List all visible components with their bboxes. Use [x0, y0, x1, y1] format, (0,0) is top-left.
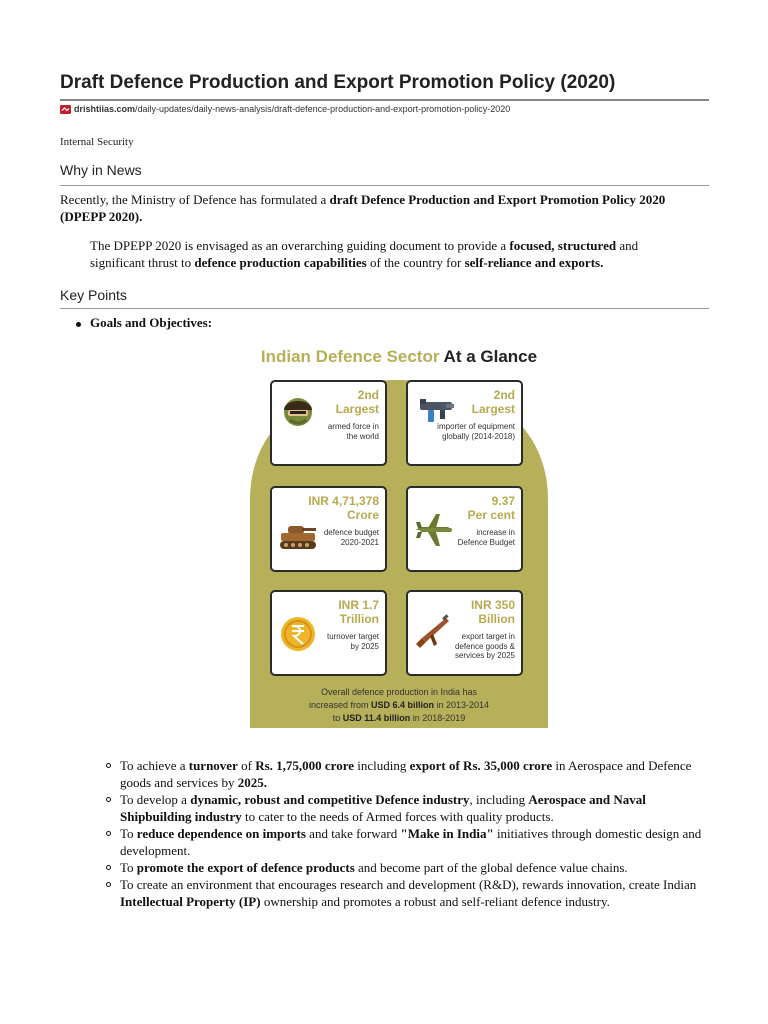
infographic-title-highlight: Indian Defence Sector	[260, 347, 440, 366]
objectives-list	[104, 757, 704, 910]
why-in-news-divider	[60, 185, 709, 186]
goals-list-item	[76, 315, 212, 331]
circle-bullet-icon	[106, 865, 111, 870]
circle-bullet-icon	[106, 763, 111, 768]
source-link[interactable]	[60, 104, 510, 114]
source-path: /daily-updates/daily-news-analysis/draft-defence-production-and-export-promotion-policy-2020	[135, 104, 511, 114]
source-domain: drishtiias.com	[74, 104, 136, 114]
dpepp-description-paragraph	[90, 237, 680, 271]
bold-run: defence production capabilities	[194, 255, 367, 270]
stat-caption: defence budget 2020-2021	[323, 528, 379, 547]
bold-run: draft Defence Production and Export Promotion Policy 2020 (DPEPP 2020).	[60, 192, 666, 224]
stat-card-turnover	[270, 590, 387, 676]
objective-item: To achieve a turnover of Rs. 1,75,000 crore including export of Rs. 35,000 crore in Aerospace and Defence goods and services by 2025.	[104, 757, 704, 791]
text-run: The DPEPP 2020 is envisaged as an overarching guiding document to provide a	[90, 238, 510, 253]
text-run: Recently, the Ministry of Defence has formulated a	[60, 192, 330, 207]
stat-value: 9.37 Per cent	[467, 494, 515, 522]
stat-card-armed-force	[270, 380, 387, 466]
objective-item: To develop a dynamic, robust and competitive Defence industry, including Aerospace and Naval Shipbuilding industry to cater to the needs of Armed forces with quality products.	[104, 791, 704, 825]
page-title: Draft Defence Production and Export Promotion Policy (2020)	[60, 72, 616, 93]
stat-caption: armed force in the world	[327, 422, 379, 441]
circle-bullet-icon	[106, 797, 111, 802]
category-label: Internal Security	[60, 136, 134, 148]
title-divider	[60, 99, 709, 101]
bold-run: focused, structured	[509, 238, 617, 253]
stat-value: 2nd Largest	[471, 388, 515, 416]
stat-card-budget-increase	[406, 486, 523, 572]
defence-sector-infographic	[250, 340, 548, 728]
objective-item: To create an environment that encourages research and development (R&D), rewards innovation, create Indian Intellectual Property (IP) ownership and promotes a robust and self-reliant defence industry.	[104, 876, 704, 910]
key-points-divider	[60, 308, 709, 309]
why-in-news-heading: Why in News	[60, 162, 142, 178]
infographic-title	[250, 347, 548, 367]
site-favicon-icon	[60, 105, 71, 114]
stat-caption: export target in defence goods & services by 2025	[454, 632, 515, 660]
key-points-heading: Key Points	[60, 287, 127, 303]
stat-caption: importer of equipment globally (2014-2018)	[437, 422, 515, 441]
circle-bullet-icon	[106, 882, 111, 887]
objective-item: To promote the export of defence products and become part of the global defence value chains.	[104, 859, 704, 876]
stat-caption: turnover target by 2025	[326, 632, 379, 651]
goals-label: Goals and Objectives:	[90, 315, 213, 330]
infographic-title-rest: At a Glance	[439, 347, 538, 366]
stat-value: INR 1.7 Trillion	[338, 598, 379, 626]
objective-item: To reduce dependence on imports and take forward "Make in India" initiatives through domestic design and development.	[104, 825, 704, 859]
infographic-footer: Overall defence production in India has increased from USD 6.4 billion in 2013-2014 to USD 11.4 billion in 2018-2019	[308, 687, 490, 723]
stat-value: 2nd Largest	[335, 388, 379, 416]
bullet-icon	[76, 322, 81, 327]
why-in-news-paragraph	[60, 191, 710, 225]
text-run: of the country for	[366, 255, 465, 270]
stat-card-export-target	[406, 590, 523, 676]
circle-bullet-icon	[106, 831, 111, 836]
stat-card-budget	[270, 486, 387, 572]
stat-value: INR 4,71,378 Crore	[308, 494, 379, 522]
text-run: and significant thrust to	[90, 238, 639, 270]
stat-card-importer	[406, 380, 523, 466]
bold-run: self-reliance and exports.	[464, 255, 604, 270]
stat-value: INR 350 Billion	[470, 598, 515, 626]
stat-caption: increase in Defence Budget	[457, 528, 515, 547]
